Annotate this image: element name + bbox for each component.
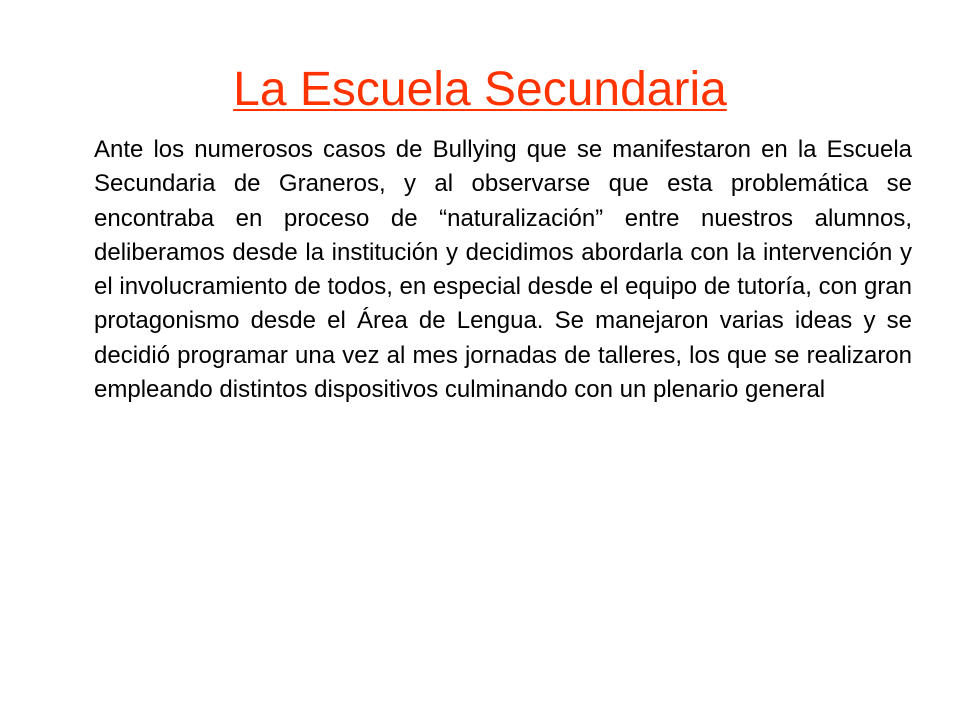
slide-title: La Escuela Secundaria bbox=[233, 63, 727, 116]
slide-body-paragraph: Ante los numerosos casos de Bullying que se manifestaron en la Escuela Secundaria de Graneros, y al observarse que esta problemática se encontraba en proceso de “naturalización” entre nuestros alumnos, deliberamos desde la institución y decidimos abordarla con la intervención y el involucramiento de todos, en especial desde el equipo de tutoría, con gran protagonismo desde el Área de Lengua. Se manejaron varias ideas y se decidió programar una vez al mes jornadas de talleres, los que se realizaron empleando distintos dispositivos culminando con un plenario general bbox=[94, 136, 912, 404]
